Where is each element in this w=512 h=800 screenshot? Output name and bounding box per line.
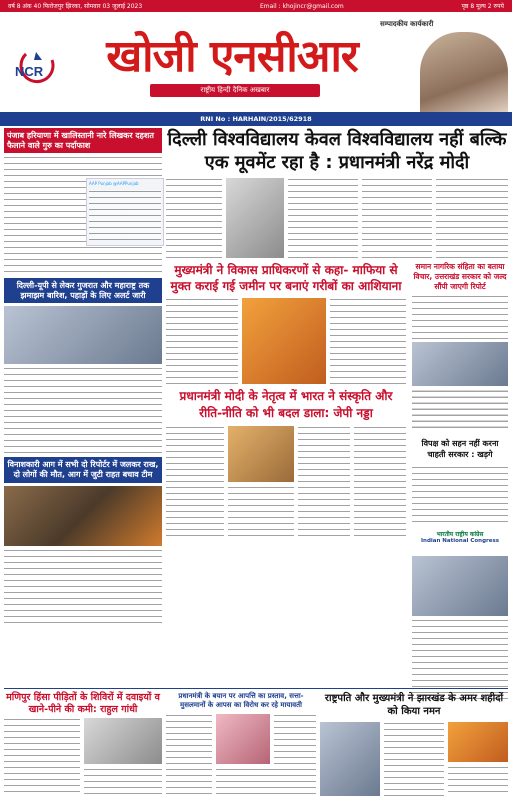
story3-headline[interactable]: विनाशकारी आग में सभी दो रिपोर्टर में जलकर राख, दो लोगों की मौत, आग में जुटी राहत बचाव टीम [4,457,162,482]
issue-info: वर्ष 8 अंक 40 फिरोजपुर झिरका, सोमवार 03 जुलाई 2023 [8,3,143,10]
rni-number: RNI No : HARHAIN/2015/62918 [0,112,512,126]
congress-english: Indian National Congress [420,538,500,544]
yogi-photo [242,298,326,384]
jharkhand-headline[interactable]: राष्ट्रपति और मुख्यमंत्री ने झारखंड के अमर शहीदों को किया नमन [324,693,504,717]
jharkhand-text-a [384,722,444,796]
newspaper-title: खोजी एनसीआर [106,31,358,82]
manipur-headline[interactable]: मणिपुर हिंसा पीड़ितों के शिविरों में दवाइयों व खाने-पीने की कमी: राहुल गांधी [6,692,160,715]
nadda-text-col4 [354,426,406,536]
yogi-headline[interactable]: मुख्यमंत्री ने विकास प्राधिकरणों से कहा- माफिया से मुक्त कराई गई जमीन पर बनाएं गरीबों का आशियाना [170,263,402,293]
bsp-text-c [274,714,316,764]
lead-text-col1 [166,178,222,258]
ucc-text-a [412,295,508,339]
nadda-text-col2 [228,486,294,536]
bsp-text-a [166,714,212,796]
yogi-text-col2 [330,298,406,384]
nadda-text-col1 [166,426,224,536]
bsp-headline[interactable]: प्रधानमंत्री के बयान पर आपत्ति का प्रस्ताव, सत्ता-मुसलमानों के आपस का विरोध कर रहे मायावती [178,692,304,709]
bsp-story [166,714,316,796]
manipur-story [4,718,162,796]
jharkhand-story [320,722,508,796]
kharge-story-right [412,390,508,430]
yogi-story [166,298,406,384]
kharge-headline[interactable]: विपक्ष को सहन नहीं करना चाहती सरकार : खड़गे [421,439,499,459]
kharge-text-a [412,466,508,526]
lead-story [166,178,508,258]
ncr-logo [6,50,56,88]
nadda-text-col3 [298,426,350,536]
masthead [0,12,512,112]
tweet-embed[interactable] [86,178,164,246]
congress-hindi: भारतीय राष्ट्रीय कांग्रेस [436,531,484,538]
logo-text: NCR [15,64,44,79]
ucc-headline[interactable]: समान नागरिक संहिता का बताया विचार, उत्तराखंड सरकार को जल्द सौंपी जाएगी रिपोर्ट [413,262,507,291]
cm-photo [448,722,508,762]
story2-body [4,367,162,453]
tagline: राष्ट्रीय हिन्दी दैनिक अखबार [150,84,320,97]
nadda-headline[interactable]: प्रधानमंत्री मोदी के नेतृत्व में भारत ने संस्कृति और रीति-नीति को भी बदल डाला: जेपी नड्डा [179,389,393,420]
pm-photo [226,178,284,258]
kharge-text-b [412,619,508,699]
mayawati-photo [216,714,270,764]
fire-photo [4,486,162,546]
lead-text-col4 [436,178,508,258]
kharge-story [412,466,508,686]
bsp-text-b [216,768,316,796]
editor-label: सम्पादकीय कार्यकारी [380,20,434,28]
page-count: पृष्ठ 8 मूल्य 2 रुपये [461,3,504,10]
email-link[interactable]: Email : khojincr@gmail.com [259,2,344,10]
story2-headline[interactable]: दिल्ली-यूपी से लेकर गुजरात और महाराष्ट्र तक झमाझम बारिश, पहाड़ों के लिए अलर्ट जारी [4,278,162,303]
nadda-photo [228,426,294,482]
main-headline[interactable]: दिल्ली विश्वविद्यालय केवल विश्वविद्यालय नहीं बल्कि एक मूवमेंट रहा है : प्रधानमंत्री नरेंद्र मोदी [167,129,507,173]
story3-body [4,549,162,627]
tweet-text [89,190,161,240]
ucc-photo [412,342,508,386]
rain-photo [4,306,162,364]
issue-bar [0,0,512,12]
yogi-text-col1 [166,298,238,384]
story1-headline[interactable]: पंजाब हरियाणा में खालिस्तानी नारे लिखकर दहशत फैलाने वाले गुरु का पर्दाफाश [4,128,162,153]
kharge-photo [412,556,508,616]
president-photo [320,722,380,796]
manipur-text-b [84,768,162,796]
manipur-text [4,718,80,796]
tweet-handle: AAP Punjab @AAPPunjab [89,181,139,186]
lead-text-col3 [362,178,432,258]
right-text-a [412,390,508,430]
editor-photo [420,32,508,116]
lead-text-col2 [288,178,358,258]
jharkhand-text-b [448,766,508,796]
congress-logo [412,530,508,550]
bottom-divider [4,688,508,689]
rahul-photo [84,718,162,764]
nadda-story [166,426,406,536]
